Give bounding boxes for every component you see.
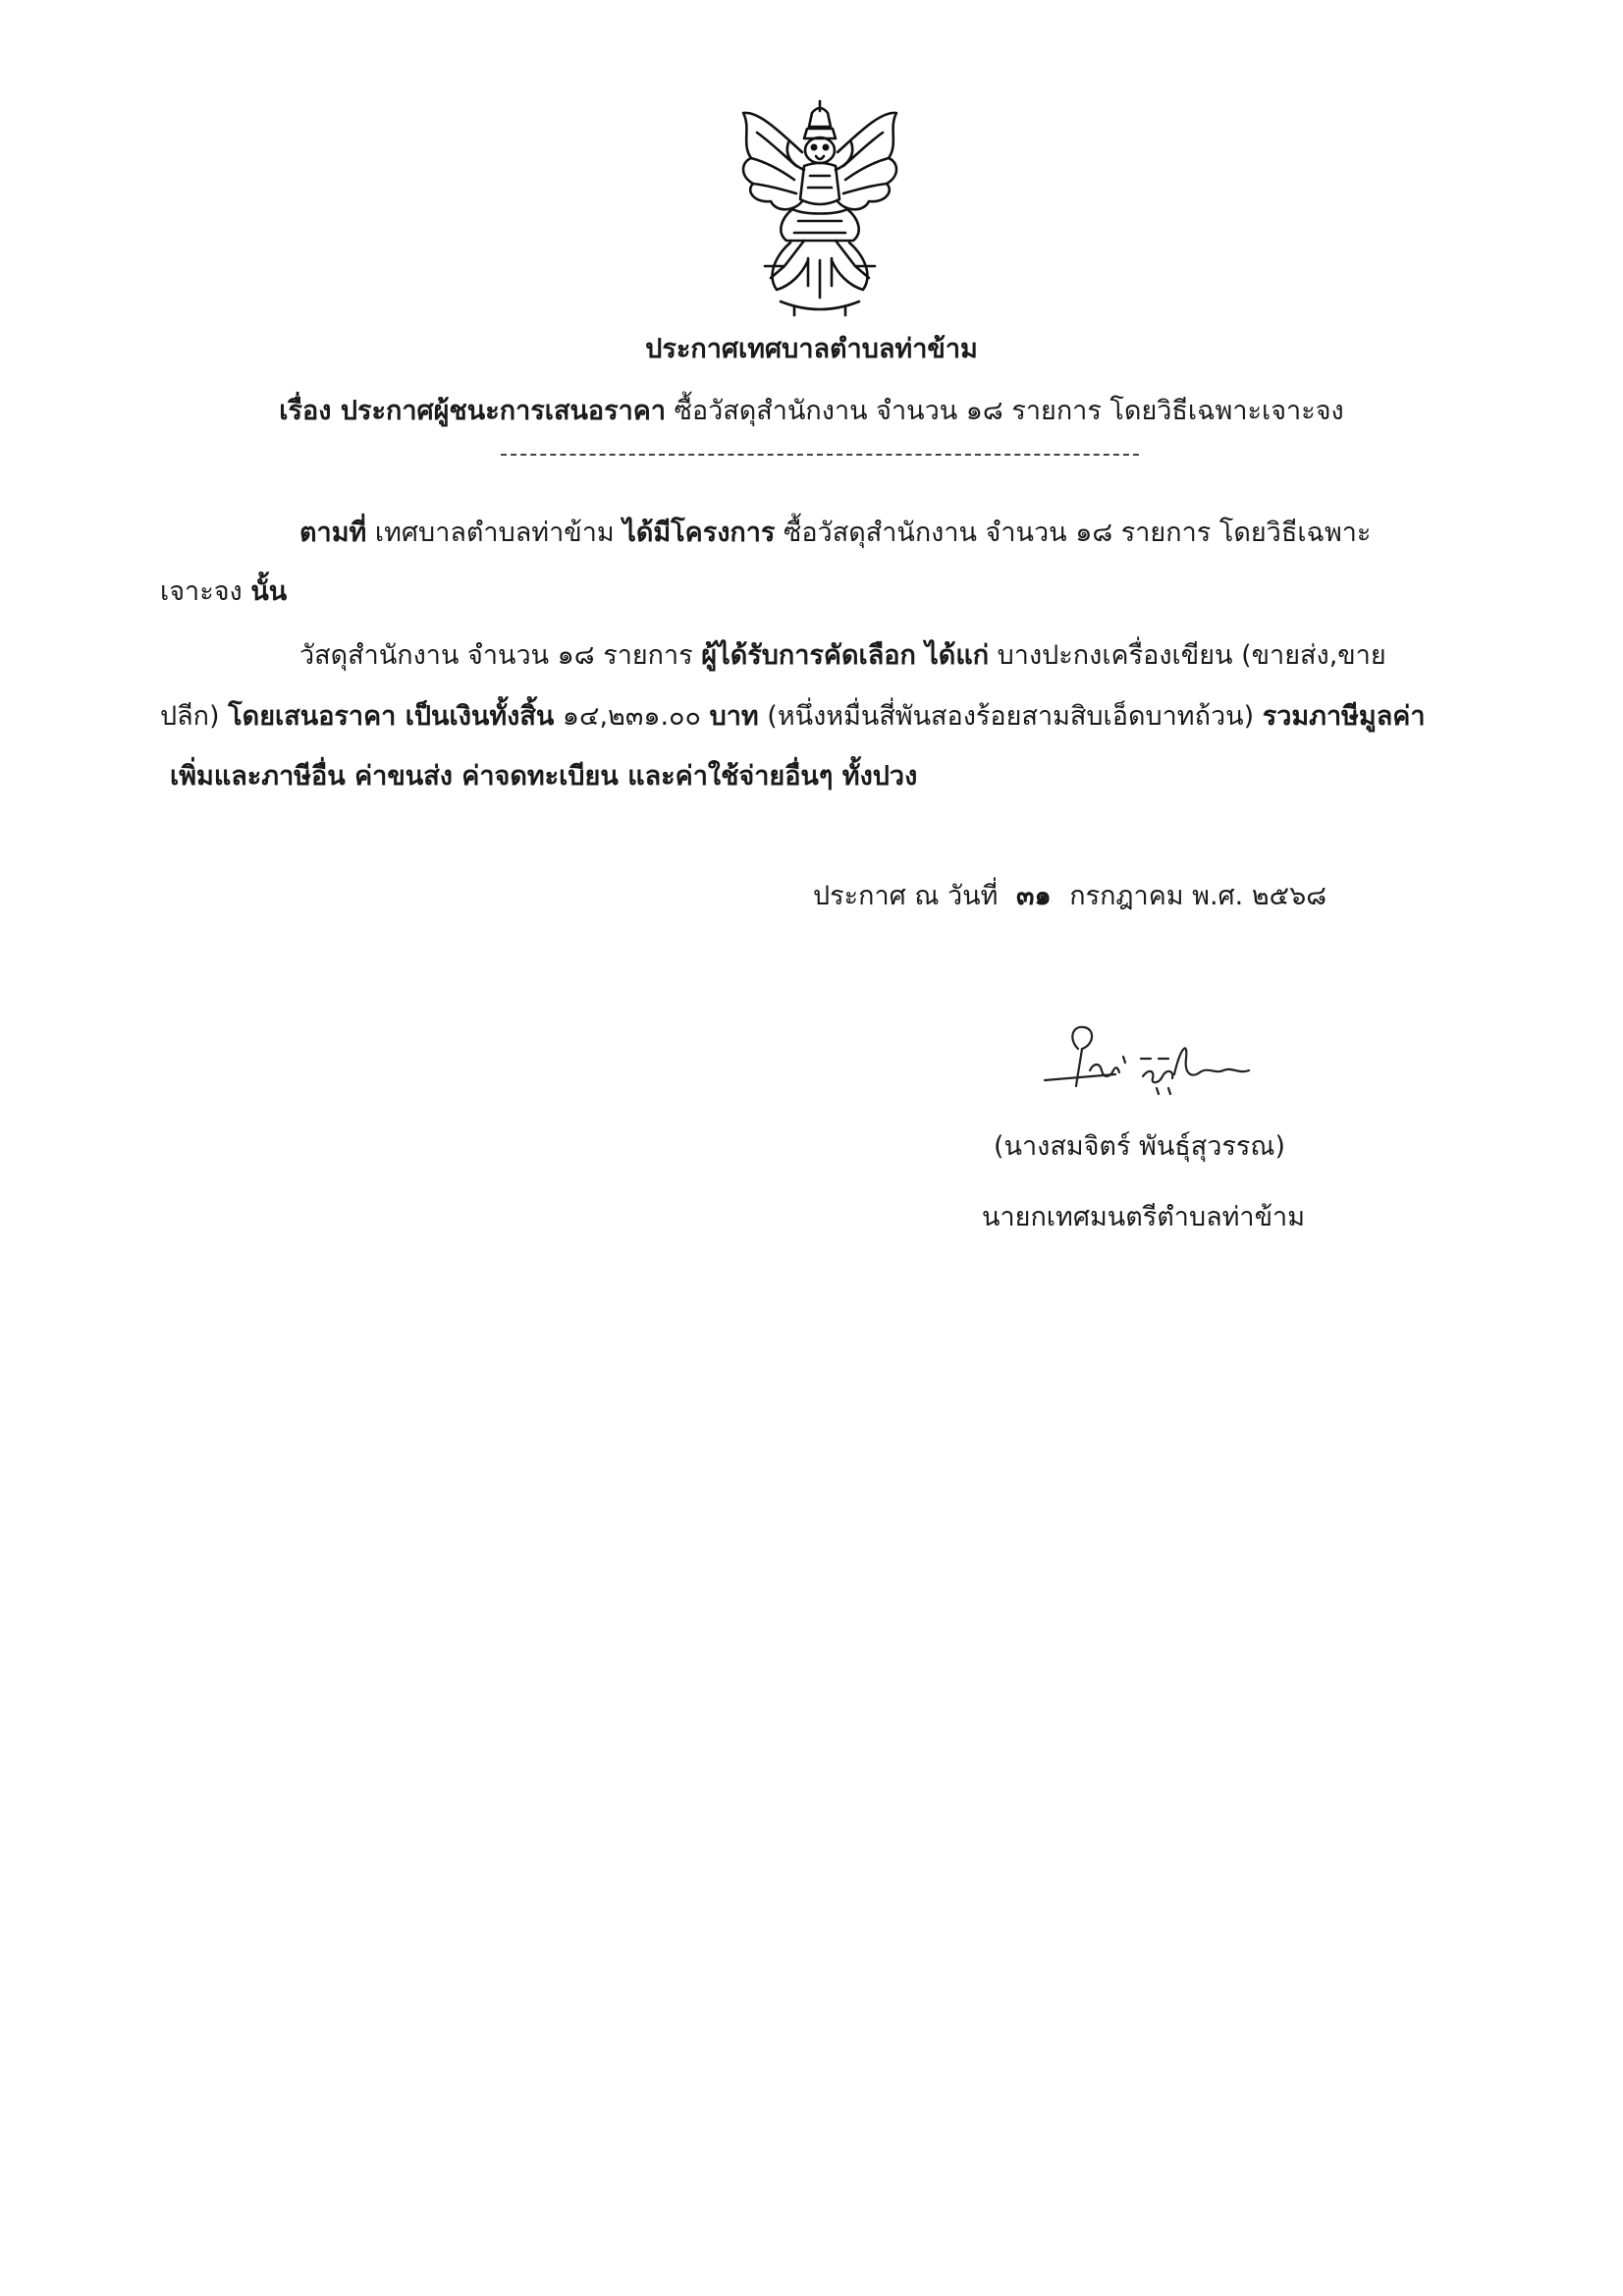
body-text: เจาะจง xyxy=(160,576,243,607)
body-text: ปลีก) xyxy=(160,701,220,732)
subject-label: เรื่อง ประกาศผู้ชนะการเสนอราคา xyxy=(279,396,666,426)
body-text: โดยเสนอราคา เป็นเงินทั้งสิ้น xyxy=(228,701,555,732)
body-text: รวมภาษีมูลค่า xyxy=(1262,701,1426,732)
signer-name: (นางสมจิตร์ พันธุ์สุวรรณ) xyxy=(994,1131,1286,1162)
announcement-issuer: ประกาศเทศบาลตำบลท่าข้าม xyxy=(645,334,978,364)
announcement-date xyxy=(813,874,1326,916)
date-day: ๓๑ xyxy=(1016,881,1052,911)
body-text: นั้น xyxy=(250,576,288,607)
body-text: วัสดุสำนักงาน จำนวน ๑๘ รายการ xyxy=(299,640,693,671)
body-paragraph-line-1 xyxy=(299,511,1371,553)
body-text: บางปะกงเครื่องเขียน (ขายส่ง,ขาย xyxy=(997,640,1386,671)
announcement-subject xyxy=(0,389,1623,431)
body-paragraph-line-3 xyxy=(299,633,1386,676)
dashed-separator xyxy=(501,454,1139,456)
signer-title: นายกเทศมนตรีตำบลท่าข้าม xyxy=(982,1202,1305,1232)
body-text: ผู้ได้รับการคัดเลือก ได้แก่ xyxy=(701,640,990,671)
date-prefix: ประกาศ ณ วันที่ xyxy=(813,881,999,911)
amount-value: ๑๔,๒๓๑.๐๐ xyxy=(562,701,701,732)
body-paragraph-line-2 xyxy=(160,570,287,612)
garuda-emblem-icon xyxy=(712,93,928,324)
body-text: ได้มีโครงการ xyxy=(622,518,776,548)
body-text: บาท xyxy=(709,701,759,732)
body-text: ซื้อวัสดุสำนักงาน จำนวน ๑๘ รายการ โดยวิธีเฉพาะ xyxy=(784,518,1372,548)
body-text: เทศบาลตำบลท่าข้าม xyxy=(374,518,615,548)
handwritten-signature xyxy=(1039,1019,1265,1108)
body-paragraph-line-5: เพิ่มและภาษีอื่น ค่าขนส่ง ค่าจดทะเบียน และค่าใช้จ่ายอื่นๆ ทั้งปวง xyxy=(170,761,918,792)
amount-in-words: (หนึ่งหมื่นสี่พันสองร้อยสามสิบเอ็ดบาทถ้วน) xyxy=(767,701,1255,732)
date-month-year: กรกฎาคม พ.ศ. ๒๕๖๘ xyxy=(1069,881,1327,911)
subject-text: ซื้อวัสดุสำนักงาน จำนวน ๑๘ รายการ โดยวิธีเฉพาะเจาะจง xyxy=(674,396,1344,426)
body-text: ตามที่ xyxy=(299,518,367,548)
body-paragraph-line-4 xyxy=(160,694,1426,737)
